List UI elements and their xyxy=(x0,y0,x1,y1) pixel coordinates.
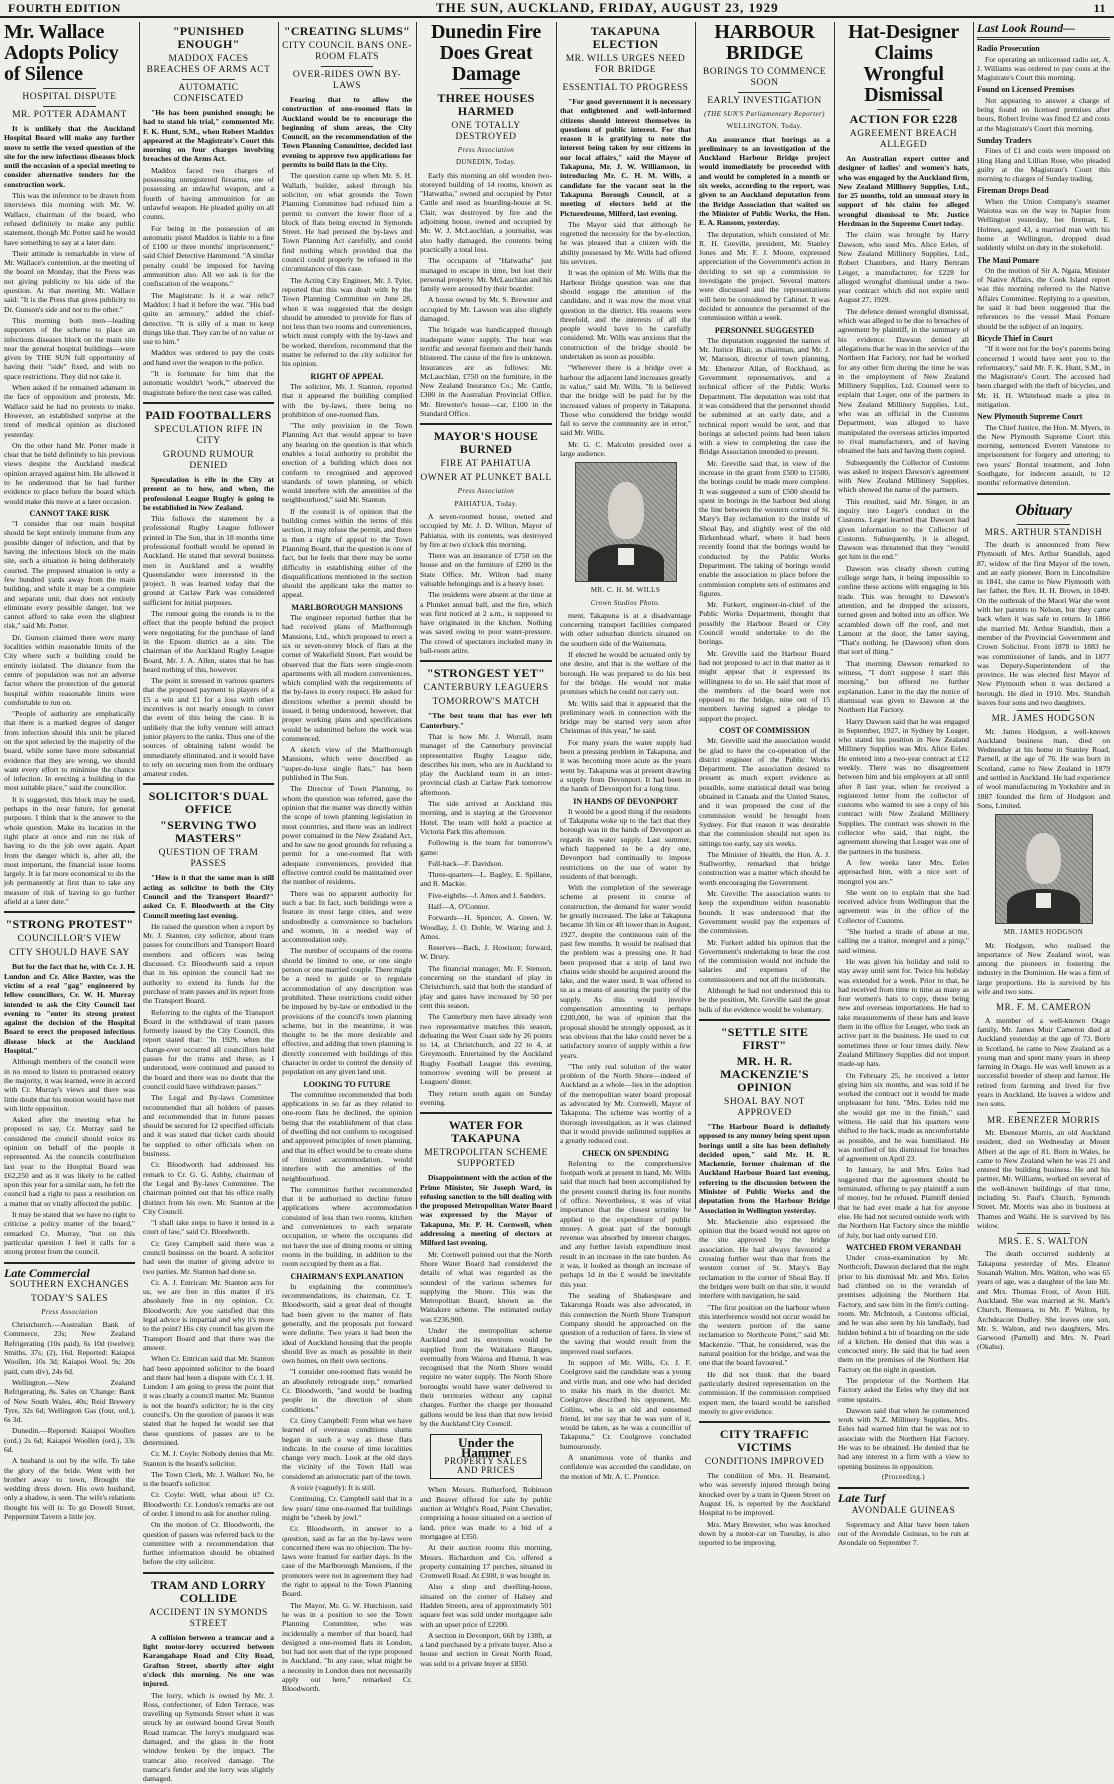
paragraph: For many years the water supply had been a pressing problem in Takapuna, and it was becoming more acute as the years went by. Takapuna was at present drawing a supply from Devonport. It had been in the hands of Devonport for a long time. xyxy=(560,737,691,794)
byline: Press Association xyxy=(457,487,515,496)
paragraph: Harry Dawson said that he was engaged in September, 1927, in Sydney by Leager, who stated his position in New Zealand Millinery Supplies was Mrs. Alice Eeles. He entered into a two-year contract at £12 weekly. There was no disagreement between him and his employers at all until after 8 last year, when he received a registered letter from the collector of customs who wanted to see a copy of his contract with New Zealand Millinery Supplies. The contract was shown to the collector who said, that night, the agreement showing that Leager was one of the partners in the business. xyxy=(838,716,969,856)
paragraph: A husband is out by the wife. To take the glory of the bride. Went with her brother away to town, Brought the wedding dress down. His own husband, only a shadow, is seen. The wife's relations thought his will is: To go Dowell Street, Peppermint Tavern a little joy. xyxy=(4,1456,135,1522)
obituary-name: MR. F. M. CAMERON xyxy=(996,1002,1091,1013)
dateline: DUNEDIN, Today. xyxy=(456,158,516,167)
paragraph: "I shall take steps to have it tested in a court of law," said Cr. Bloodworth. xyxy=(143,1218,274,1237)
article-deck: CITY SHOULD HAVE SAY xyxy=(9,948,130,959)
paragraph: The number of occupants of the rooms should be limited to one, or one single person or one married couple. There might be a need to guide or to regulate accommodation of any description was prohibited. These restrictions could either be imposed by by-law or embodied in the provisions of the council's town planning scheme, but in the meantime, it was thought to be the more desirable and effective, and adding that town planning is directly concerned with buildings of this character in order to control the density of population on any given land unit. xyxy=(282,946,412,1077)
news-item-text: Fines of £1 and costs were imposed on Hing Hang and Lillian Rose, who pleaded guilty at the Magistrate's Court this morning to charges of Sunday trading. xyxy=(977,146,1110,184)
article-deck: HOSPITAL DISPUTE xyxy=(22,92,117,102)
paragraph: The point is stressed in various quarters that the proposed payment to players of a £5 a win and £1 for a loss with other incentives is not nearly enough to cover the event of this being the case. It is unlikely that the lofty venture will attract junior players to the ranks. Thus one of the sources of obtaining talent would be immediately eliminated, and it would have to rely on securing men from the ordinary amateur codes. xyxy=(143,676,274,779)
paragraph: Dawson said that when he commenced work with N.Z. Millinery Supplies, Mrs. Eeles had warned him that he was not to associate with the Northern Hat Factory. He was to be obtained. He denied that he had any interest in a firm with a view to opening business in opposition. xyxy=(838,1405,969,1471)
photo-caption: MR. JAMES HODGSON xyxy=(1003,928,1084,937)
article-headline: "SERVING TWO MASTERS" xyxy=(160,818,257,846)
article-headline: WATER FOR TAKAPUNA xyxy=(448,1118,524,1146)
paragraph: In January, he and Mrs. Eeles had suggested that the agreement should be terminated, offering to pay plaintiff a sum of money, but he refused. Plaintiff denied that he had ever made a hat for anyone else. He had not secured outside work with the Northern Hat Factory since the middle of July, but had only earned £10. xyxy=(838,1165,969,1240)
paragraph: Dawson was clearly shown cutting college serge hats, it being impossible to confine these actions with engaging in his trade. This was brought to Dawson's attention, and he dropped the scissors, turned green and bolted into an office. We scrambled down off the roof, and met Lamont at the door, the latter saying, "That's nothing, he (Dawson) often does that sort of thing." xyxy=(838,563,969,657)
paragraph: Referring to the rights of the Transport Board in the withdrawal of tram passes formerly issued by the City Council, this report stated that: "In 1929, when the change-over occurred all councillors held passes for the trams and these, as I understood, were continued and passed to the board and there was no doubt that the council could have withdrawn passes." xyxy=(143,1007,274,1091)
paragraph: "I consider one-roomed flats would be an absolutely retrograde step," remarked Cr. Bloodworth, "and would be leading people in the direction of slum conditions." xyxy=(282,1367,412,1414)
article-headline: "CREATING SLUMS" xyxy=(283,24,411,38)
paragraph: With the completion of the sewerage scheme at present in course of construction, the demand for water would be greatly increased. The lake at Takapuna became 3ft 6in or 4ft lower than in August, 1927, despite the continuous rain of the past few months. It would be realised that the problem was a pressing one. It had been proposed that a strip of land two chains wide should be acquired around the lake, and the water used. It was offered to us as a means of assuring the purity of the supply. As this would involve compensation amounting to perhaps £200,000, he was of opinion that the proposal should be strongly opposed, as it was obvious that the lake could never be a satisfactory source of supply within a few years. xyxy=(560,883,691,1060)
page-number: 11 xyxy=(1093,0,1106,15)
article-deck: AUTOMATIC CONFISCATED xyxy=(173,83,244,104)
paragraph: The rumour going the rounds is to the effect that the people behind the project were negotiating for the purchase of land in the Epsom district as a site. The chairman of the Auckland Rugby League Board, Mr. J. A. Allen, states that he has heard nothing of this, however. xyxy=(143,609,274,674)
masthead xyxy=(0,0,1114,18)
paragraph: The committee further recommended that it be authorised to decline future applications where accommodation consisted of less than two rooms, kitchen and conveniences to each separate occupation, or where the occupants did not have the use of dining rooms or sitting rooms in the building, in addition to the room occupied by them as a flat. xyxy=(282,1184,412,1269)
paragraph: The financial manager, Mr. F. Stenson, concerning on the standard of play in Christchurch, said that both the standard of play and gates have increased by 50 per cent this season. xyxy=(420,963,552,1010)
dateline: PAHIATUA, Today. xyxy=(454,499,518,508)
article-deck: OWNER AT PLUNKET BALL xyxy=(420,473,552,484)
obituary-text: The death occurred suddenly at Takapuna yesterday of Mrs. Eleanor Susanah Walton. Mrs. Walton, who was 65 years of age, was a daughter of the late Mr. and Mrs. Thomas Frost, of Avon Hill, Auckland. She was married at St. Mark's Church, Remuera, to Mr. P. Walton, by Archdeacon Dudley. She leaves one son, Mr. S. Walton, and two daughters, Mrs. Garwood (Parnell) and Mrs. N. Pearl (Okahu). xyxy=(977,1249,1110,1352)
photo-credit: Crown Studios Photo. xyxy=(590,598,661,607)
paragraph: Wellington.—New Zealand Refrigerating, 8s. Sales on 'Change: Bank of New South Wales, 40s; Reid Brewery Tyre, 32s 6d; Wellington Gas (four, ord.), 6s 3d. xyxy=(4,1377,135,1425)
paragraph: Mr. Wills said that it appeared that the preliminary work in connection with the bridge may be started very soon after Christmas of this year," he said. xyxy=(560,698,691,736)
paragraph: Fearing that to allow the construction of one-roomed flats in Auckland would be to encourage the beginning of slum areas, the City Council, on the recommendation of the Town Planning Committee, decided last evening to approve two applications for permits to build flats in the City. xyxy=(282,95,412,170)
obituary-text: Mr. Hodgson, who realised the importance of New Zealand wool, was among the pioneers in fostering the industry in the Dominion. He was a firm of large proportions. He is survived by his wife and two sons. xyxy=(977,940,1110,997)
article-headline: MAYOR'S HOUSE BURNED xyxy=(433,429,539,457)
paragraph: It was the opinion of Mr. Wills that the Harbour Bridge question was one that should engage the attention of the candidate, and it was now the most vital question in the district. His reasons were threefold, and the interests of all the people would have to be carefully considered. Mr. Wills was anxious that the construction of the bridge should be undertaken as soon as possible. xyxy=(560,268,691,362)
paragraph: He was given his holiday and told to stay away until sent for. Twice his holiday was extended for a week. Prior to that, he had received from time to time as many as four women's hats to copy, these being new and overseas importations. He had to take measurements of these hats and leave them in the office for Leager, who took an active part in the business. He used to cut sometimes three or four times daily. New Zealand Millinery Supplies did not import made-up hats. xyxy=(838,956,969,1069)
paragraph: The Canterbury men have already won two representative matches this season, defeating the West Coast side by 26 points to 14, at Christchurch, and 22 to 4, at Greymouth. Entertained by the Auckland Rugby Football League this evening, tomorrow evening will be present at Leaguers' dinner. xyxy=(420,1012,552,1087)
paragraph: Under the metropolitan scheme Auckland and its environs would be supplied from the Waitakere Ranges, eventually from Wairoa and Hunua. It was recognised that the North Shore would require no water supply. The North Shore boroughs would have water delivered to their territories without any capital charges. Further the charge per thousand gallons would be less than that now levied by the Auckland City Council. xyxy=(420,1325,552,1428)
paragraph: "People of authority are emphatically that there is a marked degree of danger from infection should this unit be placed on the spot selected by the majority of the board, while some have more substantial evidence that they are wrong, we should want every effort to minimise the chance of infection. In erecting a building in the most suitable place," said the councillor. xyxy=(4,709,135,793)
column-2 xyxy=(139,22,278,1784)
paragraph: The claim was brought by Harry Dawson, who sued Mrs. Alice Eeles, of New Zealand Millinery Supplies, Ltd., Robert Chambers, and Harry Bertram Leiger, a manufacturer, for £228 for alleged wrongful dismissal under a two-year contract which did not expire until August 27, 1929. xyxy=(838,230,969,305)
article-deck: AVONDALE GUINEAS xyxy=(851,1505,956,1516)
paragraph: The Town Clerk, Mr. J. Walker: No, he is the board's solicitor. xyxy=(143,1469,274,1489)
paragraph: A few weeks later Mrs. Eeles approached him, with a nice sort of mongrel you are." xyxy=(838,857,969,886)
paragraph: A sketch view of the Marlborough Mansions, which were described as "super-de-luxe single flats," has been published in The Sun. xyxy=(282,745,412,783)
paragraph: There was no apparent authority for such a bar. In fact, such buildings were a feature in most large cities, and were undoubtedly a convenience to bachelors and women, in a needed way of accommodation only. xyxy=(282,888,412,945)
paragraph: She went on to explain that she had received advice from Wellington that the agreement was in the office of the Collector of Customs. xyxy=(838,887,969,925)
paragraph: The Minister of Health, the Hon. A. J. Stallworthy, remarked that bridge construction was a matter which should be worth encouraging the Government. xyxy=(699,849,830,887)
paragraph: "He has been punished enough; he had to stand his trial," commented Mr. F. K. Hunt, S.M., when Robert Maddox appeared at the Magistrate's Court this morning on four charges involving breaches of the Arms Act. xyxy=(143,108,274,164)
column-8 xyxy=(973,21,1114,1352)
paragraph: Mr. G. C. Malcolm presided over a large audience. xyxy=(560,439,691,458)
paragraph: Mr. Furkert added his opinion that the Government's undertaking to bear the cost of the commission would not include the salaries and expenses of the commissioners and not all the incidentals. xyxy=(699,937,830,984)
paragraph: This resulted, said Mr. Singer, in an inquiry into Leger's conduct in the Customs. Leger learned that Dawson had given information to the Collector of Customs. Subsequently, it is alleged, Dawson was threatened that they "would get him in the end." xyxy=(838,496,969,562)
section-title: Late Turf xyxy=(838,1491,886,1506)
paragraph: This morning both men—leading supporters of the scheme to place an infectious diseases block on the main site near the general hospital buildings—were given by THE SUN full opportunity of having their "side" fixed, and with no space restrictions. They did not take it. xyxy=(4,315,135,381)
paragraph: The question came up when Mr. S. H. Wallath, builder, asked through his solicitor, on what grounds the Town Planning Committee had refused him a permit to convert the lower floor of a block of flats being erected in Symonds Street. He had perused the by-laws and Town Planning Act carefully, and could find nothing which provided that the council could properly be refused in the circumstances of this case. xyxy=(282,171,412,274)
paragraph: The deputation suggested the names of Mr. Justice Blair, as chairman, and Mr. J. W. Marsson, director of town planning, Mr. Ebenezer Allan, of Rockhaud, as Government representatives, and a technical officer of the Public Works Department. The deputation was told that it was considered that the personnel should be submitted at an early date, and a technical report would be sent, and that borings at selected points had been taken with a view to completing the case the Bridge Association intended to present. xyxy=(699,335,830,457)
property-sales-box xyxy=(430,1434,542,1479)
paragraph: Reserves—Back, J. Howison; forward, W. Drury. xyxy=(420,943,552,962)
paragraph: Speculation is rife in the City at present as to how, and when, the professional League Rugby is going to be established in New Zealand. xyxy=(143,474,274,512)
column-5 xyxy=(556,22,695,1481)
paragraph: The Magistrate: Is it a war relic? Maddox: I had it before the war. "His bad quite an armoury," added the chief-detective. "It is silly of a man to keep things like that. They can be of no value or use to him." xyxy=(143,290,274,347)
news-item-heading: Radio Prosecution xyxy=(977,44,1040,54)
article-deck: EARLY INVESTIGATION xyxy=(707,96,822,106)
paragraph: The Mayor said that although he regretted the necessity for the by-election, he was pleased that a citizen with the ability possessed by Mr. Wills had offered his services. xyxy=(560,219,691,267)
paragraph: The Acting City Engineer, Mr. J. Tyler, reported that this was dealt with by the Town Planning Committee on June 28, when it was suggested that the design should be amended to provide for flats of not less than two rooms and conveniences, which must comply with the by-laws and be worked, therefore, recommend that the matter be referred to the city solicitor for his opinion. xyxy=(282,275,412,369)
paragraph: The condition of Mrs. H. Beamand, who was severely injured through being knocked over by a tram in Queen Street on August 16, is reported by the Auckland Hospital to be improved. xyxy=(699,1471,830,1518)
paragraph: Mrs. Mary Brewster, who was knocked down by a motor-car on Tuesday, is also reported to be improving. xyxy=(699,1519,830,1548)
paragraph: A collision between a tramcar and a light motor-lorry occurred between Karangahape Road and City Road, Grafton Street, shortly after eight o'clock this morning. No one was injured. xyxy=(143,1632,274,1689)
obituary-text: The death is announced from New Plymouth of Mrs. Arthur Standish, aged 87, widow of the first Mayor of the town, and an early pioneer. Born in Lincolnshire in 1841, she came to New Plymouth with her father, the Rev. H. H. Brown, in 1849. On the outbreak of the Maori War she went with her parents to Nelson, but they came back when it was safe to return. In 1866 she married Mr. Arthur Standish, then a member of the Provincial Government and Crown Solicitor. From 1878 to 1883 he was commissioner of lands, and in 1877 was Deputy-Superintendent of the province. He was elected first Mayor of New Plymouth when it was declared a borough. He died in 1910. Mrs. Standish leaves four sons and two daughters. xyxy=(977,539,1110,707)
paragraph: When asked if he remained adamant in the face of opposition and protests, Mr. Wallace said he had no protests to make. However, an established surprise at the trend of medical opinion as disclosed yesterday. xyxy=(4,383,135,439)
article-headline: "STRONG PROTEST" xyxy=(5,917,134,932)
box-subtitle: PROPERTY SALES AND PRICES xyxy=(444,1455,528,1476)
obituary-name: MR. JAMES HODGSON xyxy=(991,713,1096,724)
news-item-text: Not appearing to answer a charge of being found on licensed premises after hours, Robert Irvine was fined £2 and costs at the Magistrate's Court this morning. xyxy=(977,95,1110,133)
paragraph: Referring to the comprehensive footpath work at present in hand, Mr. Wills said that much had been accomplished by the present council during its four months of office. Nevertheless, it was of vital importance that the closest scrutiny be applied to the expenditure of public money. A great part of the borough revenue was absorbed by interest charges, and any further lavish expenditure must result in an increase in the rate burden. As it was, it looked as though an increase of perhaps 1d in the £ would be inevitable this year. xyxy=(560,1158,691,1289)
paragraph: Cr. Bloodworth, in answer to a question, said as far as the by-laws were concerned there was no objection. The by-laws were framed for earlier days. In the case of the Marlborough Mansions, if the promoters were not in agreement they had the right to appeal to the Town Planning Board. xyxy=(282,1524,412,1599)
article-deck: QUESTION OF TRAM PASSES xyxy=(158,848,259,870)
news-item-heading: Sunday Traders xyxy=(977,135,1032,145)
paragraph: Three-quarters—L. Bagley, E. Spillane, and R. Mackie. xyxy=(420,870,552,889)
subheading: CANNOT TAKE RISK xyxy=(29,508,110,518)
article-deck: ESSENTIAL TO PROGRESS xyxy=(562,83,689,93)
paragraph: Mr. Mackenzie also expressed the opinion that the board would not agree on the site approved by the bridge association. He had always favoured a crossing further west than that from the western corner of St. Mary's Bay reclamation to the corner of Shoal Bay. If the bridges were built on that site, it would interfere with navigation, he said. xyxy=(699,1216,830,1301)
paragraph: "The only real solution of the water problem of the North Shore—indeed of Auckland as a whole—lies in the adoption of the metropolitan water board proposal as advocated by Mr. Cornwell, Mayor of Takapuna. The scheme was worthy of a thorough investigation, as it was claimed that it would provide unlimited supplies at a greatly reduced cost. xyxy=(560,1061,691,1146)
paragraph: The Mayor, Mr. G. W. Hutchison, said he was in a position to see the Town Planning Committee, who was incidentally a member of that board, had designed a one-roomed flats in London, but had not seen that of the type proposed in Auckland. "In any case, what might be a necessity in London does not necessarily apply out here," remarked Cr. Bloodworth. xyxy=(282,1600,412,1694)
article-headline: HARBOUR BRIDGE xyxy=(714,21,815,64)
paragraph: When Messrs. Rutherford, Robinson and Beaver offered for sale by public auction at Wright's Road, Point Chevalier, comprising a house situated on a section of land, price was made to a bid of a mortgagee at £350. xyxy=(420,1485,552,1541)
news-item-heading: New Plymouth Supreme Court xyxy=(977,412,1083,422)
subheading: PERSONNEL SUGGESTED xyxy=(714,325,815,335)
paragraph: Dunedin.—Reported: Kaiapoi Woollen (ord.) 2s 6d; Kaiapoi Woollen (ord.), 33s 6d. xyxy=(4,1426,135,1454)
column-6 xyxy=(695,21,834,1548)
paragraph: There was an insurance of £750 on the house and on the furniture of £200 in the State Office. Mr. Wilton had many valuable belongings and is a heavy loser. xyxy=(420,551,552,588)
byline: (THE SUN'S Parliamentary Reporter) xyxy=(704,110,825,118)
paragraph: The sealing of Shakespeare and Takarunga Roads was also advocated, in this connection the North Shore Transport Company should be approached on the question of a reduction of fares. In view of the saving that would result from the improved road surfaces. xyxy=(560,1290,691,1356)
article-headline: TAKAPUNA ELECTION xyxy=(590,24,661,51)
paragraph: The side arrived at Auckland this morning, and is staying at the Grosvenor Hotel. The team will hold a practice at Victoria Park this afternoon. xyxy=(420,799,552,836)
subheading: IN HANDS OF DEVONPORT xyxy=(573,796,678,806)
paragraph: Mr. Greville said that, in view of the increase in the grant from £500 to £1500, the borings could be made more complete. It was suggested a sum of £500 should be spent in borings in the harbour bed along the line between the western corner of St. Mary's Bay reclamation to the inside of Shoal Bay, and slightly west of the old Birkenhead wharf, where it had been recently found that the borings would be conducted by the Public Works Department. The taking of borings would enable the association to place before the commission complete sets of estimates and figures. xyxy=(699,458,830,598)
article-deck: MR. WILLS URGES NEED FOR BRIDGE xyxy=(565,54,686,75)
article-headline: Hat-Designer Claims Wrongful Dismissal xyxy=(848,21,959,106)
article-headline: Dunedin Fire Does Great Damage xyxy=(431,21,541,85)
article-deck: MR. POTTER ADAMANT xyxy=(12,110,127,120)
article-headline: PAID FOOTBALLERS xyxy=(145,407,272,422)
news-item-heading: Bicycle Thief in Court xyxy=(977,333,1053,343)
paragraph: This follows the statement by a professional Rugby League follower printed in The Sun, that in 18 months time professional football would be opened in Auckland. He stated that several business men in Auckland and a wealthy Queenslander were interested in the project. It was learned today that the ground at Carlaw Park was considered sufficient for initial purposes. xyxy=(143,514,274,607)
paragraph: In support of Mr. Wills, Cr. J. F. Coolgrove said the candidate was a young and virile man, and one who had decided to make his mark in the district. Mr. Coolgrove described his opponent, Mr. Collins, who is an old and esteemed friend, let me say that he was sure of it, would be taken, as he was a councillor of Takapuna," Cr. Coolgrove concluded humourously. xyxy=(560,1358,691,1451)
paragraph: But for the fact that he, with Cr. J. H. Lundon and Cr. Alice Baxter, was the victim of a real "gag" engineered by fellow councillors, Cr. W. H. Murray intended to ask the City Council last evening to "enter its strong protest against the decision of the Hospital Board to erect the proposed infectious disease block at the Auckland Hospital." xyxy=(4,962,135,1056)
paragraph: ment, Takapuna is at a disadvantage concerning transport facilities compared with other suburban districts situated on the southern side of the Waitemata. xyxy=(560,610,691,648)
paragraph: A voice (vaguely): It is still. xyxy=(290,1483,376,1493)
section-title: Late Commercial xyxy=(4,1265,90,1280)
news-item-heading: The Maui Pomare xyxy=(977,255,1040,265)
paragraph: It would be a good thing if the residents of Takapuna woke up to the fact that they borough was in the hands of Devonport as regards its water supply. Last summer, which happened to be a dry one, Devonport had continually to impose restrictions on the use of water by residents of that borough. xyxy=(560,806,691,881)
column-1 xyxy=(0,21,139,1522)
byline: Press Association xyxy=(457,146,515,154)
article-deck: TOMORROW'S MATCH xyxy=(432,697,540,708)
article-deck: THREE HOUSES HARMED xyxy=(437,91,535,118)
paragraph: Early this morning an old wooden two-storeyed building of 14 rooms, known as "Hatwatha," owned and occupied by Peter Cattle and used as boarding-house at St. Clair, was destroyed by fire and the adjoining house, owned and occupied by Mr. W. J. McLauchlan, a journalist, was also badly damaged, the contents being practically a total loss. xyxy=(420,170,552,254)
edition-label: FOURTH EDITION xyxy=(8,0,121,15)
paragraph: A section in Devonport, 66ft by 138ft, at a land purchased by a private buyer. Also a house and section in Great North Road, was sold to a private buyer at £850. xyxy=(420,1630,552,1668)
paragraph: Mr. Greville said the association would be glad to have the co-operation of the district engineer of the Public Works Department. The association desired to present as much expert evidence as possible, some statistical detail was being obtained in Canada and the United States, and it was proposed the cost of the commission would be brought from Sydney. For that reason it was desirable that the commission should not open its sittings too early, say six weeks. xyxy=(699,736,830,848)
paragraph: It is suggested, this block may be used, perhaps in the near future, for general purposes. I think that is the answer to the whole question. Make its location in the right place at once and run no risk of having to do the job over again. Apart from the danger which is, after all, the most important, the financial issue looms largely. It is far more economical to do the job permanently at first than to take any measure of risk of having to go further afield at a later date." xyxy=(4,794,135,907)
paragraph: "The first position on the harbour where this interference would not occur would be the western portion of the same reclamation to Northcote Point," said Mr. Mackenzie. "That, he considered, was the natural position for the bridge, and was the one that the board favoured." xyxy=(699,1302,830,1368)
paragraph: Mr. Greville: The association wants to keep the expenditure within reasonable bounds. It was understood that the Government would pay the expenses of the commission. xyxy=(699,889,830,936)
paragraph: For being in the possession of an automatic pistol Maddox is liable to a fine of £100 or three months' imprisonment," said Chief Detective Hammond. "A similar penalty could be imposed for having ammunition also. All we ask is for the confiscation of the weapons." xyxy=(143,223,274,289)
article-deck: SOUTHERN EXCHANGES xyxy=(9,1279,130,1290)
article-deck: GROUND RUMOUR DENIED xyxy=(162,449,255,471)
obituary-text: Mr. Ebenezer Morris, an old Auckland resident, died on Wednesday at Mount Albert at the age of 81. Born in Wales, he came to New Zealand when he was 21 and entered the building business. He and his partner, Mr. Williams, worked on several of the well-known buildings of that time, including St. Paul's Church, Symonds Street. Mr. Morris was also in business at Thames and Waihi. He is survived by his widow. xyxy=(977,1127,1110,1230)
news-item-text: For operating an unlicensed radio set, A. J. Williams was ordered to pay costs at the Magistrate's Court this morning. xyxy=(977,54,1110,83)
column-4 xyxy=(416,21,556,1668)
paragraph: Cr. Grey Campbell said there was a council business on the board. A solicitor had seen the matter of giving advice to two parties. Mr. Stanton had done so. xyxy=(143,1238,274,1276)
byline: Press Association xyxy=(41,1307,98,1316)
paragraph: Their attitude is remarkable in view of Mr. Wallace's contention, at the meeting of the board on Monday, that the Press was not giving publicity to his side of the question. At that meeting Mr. Wallace said: "It is the Press that gives publicity to Dr. Gunson's side and not to the other." xyxy=(4,248,135,314)
paragraph: Cr. Coyle: Well, what about it? Cr. Bloodworth: Cr. London's remarks are out of order. I intend to ask for another ruling. xyxy=(143,1490,274,1518)
paragraph: "She hurled a tirade of abuse at me, calling me a traitor, mongrel and a pimp," said witness. xyxy=(838,927,969,955)
paragraph: That morning Dawson remarked to witness, "I don't suppose I start this morning," but offered no further explanation. Later in the day the notice of dismissal was given to Dawson at the Northern Hat Factory. xyxy=(838,658,969,715)
paragraph: "How is it that the same man is still acting as solicitor to both the City Council and the Transport Board?" asked Cr. F. Bloodworth at the City Council meeting last evening. xyxy=(143,873,274,920)
obituary-name: MRS. ARTHUR STANDISH xyxy=(984,526,1103,537)
subheading: WATCHED FROM VERANDAH xyxy=(845,1242,962,1252)
photo-caption: MR. C. H. M. WILLS xyxy=(590,586,661,595)
subheading: COST OF COMMISSION xyxy=(719,726,810,735)
dateline: WELLINGTON, Today. xyxy=(726,122,803,131)
paragraph: The residents were absent at the time at a Plunket annual ball, and the fire, which was first noticed at 2 a.m., is supposed to have originated in the kitchen. Nothing was saved owing to poor water-pressure. The crowd of spectators included many in ball-room attire. xyxy=(420,590,552,656)
paragraph: The brigade was handicapped through inadequate water supply. The heat was terrific and several firemen and their hands blistered. The cause of the fire is unknown. Insurances are as follows: Mr. McLauchlan, £750 on the furniture, in the New Zealand Insurance Co.; Mr. Cattle, £300 in the Australian Provincial Office. Mr. Brewster's house—car, £100 in the Standard Office. xyxy=(420,325,552,419)
paragraph: The committee recommended that both applications in so far as they related to one-room flats be declined, the opinion being that the establishment of that class of dwelling did not conform to recognised and approved principles of town planning, and that its effect would be to create slums of limited accommodation, would interfere with the amenities of the neighbourhood. xyxy=(282,1089,412,1183)
obituary-name: MR. EBENEZER MORRIS xyxy=(987,1114,1100,1125)
article-headline: CITY TRAFFIC VICTIMS xyxy=(719,1427,810,1455)
paragraph: Mr. Greville said the Harbour Board had not proposed to act in that matter as it might appear that it expressed its willingness to do so. He said that most of the members of the board were not opposed to the bridge, nine out of 15 members having signed a pledge to support the project. xyxy=(699,648,830,723)
paragraph: On the other hand Mr. Potter made it clear that he held definitely to his previous views despite the Auckland medical opinion arrayed against him. He allowed it to be understood that he had further evidence to place before the board which would make this move at a later occasion. xyxy=(4,440,135,506)
paragraph: Mr. Cornwell pointed out that the North Shore Water Board had considered the details of what was regarded as the soundest of the various schemes for supplying the Shore. This was the Metropolitan Board, known as the Waitakere scheme. The estimated outlay was £236,900. xyxy=(420,1249,552,1324)
paragraph: Also a shop and dwelling-house, situated on the corner of Halsey and Hadden Streets, area of approximately 501 square feet was sold under mortgagee sale with an upset price of £2200. xyxy=(420,1582,552,1629)
paragraph: Maddox was ordered to pay the costs and hand over the weapon to the police. xyxy=(143,348,274,367)
paragraph: The deputation, which consisted of Mr. R. H. Greville, president, Mr. Stanley Jones and Mr. F. J. Moore, expressed appreciation of the Government's action in deciding to set up a commission to investigate the project. Several matters were discussed and the representations will here be considered by Cabinet. It was decided to announce the personnel of the commission within a week. xyxy=(699,229,830,323)
obituary-title: Obituary xyxy=(1015,501,1072,519)
article-deck: ACCIDENT IN SYMONDS STREET xyxy=(149,1607,268,1629)
paragraph: "I consider that our main hospital should be kept entirely immune from any possible danger of infection, and that by having the infectious block on the main site, such a situation is being deliberately courted. The proposed situation is only a few hundred yards away from the main building, and while it may be a complete and separate unit, that does not entirely eliminate every possible danger, but we cannot afford to take even the slightest risk," said Mr. Potter. xyxy=(4,519,135,631)
column-7 xyxy=(834,21,973,1548)
paragraph: "The Harbour Board is definitely opposed to any money being spent upon borings until a site has been definitely decided upon," said Mr. H. R. Mackenzie, former chairman of the Auckland Harbour Board last evening, referring to the discussion between the Minister of Public Works and the deputation from the Harbour Bridge Association in Wellington yesterday. xyxy=(699,1121,830,1215)
article-headline: MR. H. R. MACKENZIE'S OPINION xyxy=(720,1053,809,1094)
paragraph: They return south again on Sunday evening. xyxy=(420,1088,552,1107)
paragraph: If the council is of opinion that the building comes within the terms of this section, it may refuse the permit, and there is then a right of appeal to the Town Planning Board, that the question is one of fact, but he feels that there may be some difficulty in establishing either of the disqualifications mentioned in the section should the applicant take the matter to appeal. xyxy=(282,506,412,600)
column-3 xyxy=(278,22,416,1694)
box-title: Under the Hammer xyxy=(458,1435,514,1460)
paragraph: Dr. Gunson claimed there were many localities within reasonable limits of the City where such a building could be entirely isolated. The distance from the centre of population was not an adverse factor where the protection of the general hospital within reasonable limits were comfortable to run on. xyxy=(4,632,135,707)
article-headline: "STRONGEST YET" xyxy=(426,666,546,681)
paragraph: In explaining the committee's recommendations, its chairman, Cr. T. Bloodworth, said a great deal of thought had been given to the matter of flats generally, and the proposals put forward were definite. Two years it had been the ideal of Auckland housing that the people should live as much as possible in their own homes, on their own sections. xyxy=(282,1281,412,1366)
subheading: MARLBOROUGH MANSIONS xyxy=(291,602,403,612)
paragraph: Cr. Bloodworth had addressed his remark to Cr. G. G. Ashby, chairman of the Legal and By-laws Committee. The chairman pointed out that his office really distinct from his own. Mr. Stanton at the City Council. xyxy=(143,1160,274,1216)
paragraph: Five-eighths—J. Amos and J. Sanders. xyxy=(428,890,546,900)
obituary-text: A member of a well-known Otago family, Mr. James Muir Cameron died at Auckland yesterday at the age of 73. Born in Scotland, he came to New Zealand as a young man and spent many years in sheep farming in Otago. He was well known as a successful breeder of sheep and farmer. He retired from farming and lived for five years in Auckland. He leaves a widow and two sons. xyxy=(977,1015,1110,1109)
paragraph: The lorry, which is owned by Mr. J. Ross, confectioner, of Eden Terrace, was travelling up Symonds Street when it was struck by an outward bound Great South Road tramcar. The lorry's mudguard was damaged, and the glass in the front window broken by the impact. The tramcar also received damage. The tramcar's fender and the lorry was slightly damaged. xyxy=(143,1690,274,1784)
article-headline: Mr. Wallace Adopts Policy of Silence xyxy=(4,21,119,85)
paragraph: Half—A. O'Connor. xyxy=(428,902,490,911)
news-item-text: On the motion of Sir A. Ngata, Minister of Native Affairs, the Cook Island report was this morning referred to the Native Affairs Committee. Replying to a question, he said it had been suggested that the references to the vessel Maui Pomare should be the subject of an inquiry. xyxy=(977,265,1110,331)
paragraph: Although members of the council were in no mood to listen to protracted oratory the majority, it was learned, were in accord with Cr. Murray's views and there was little doubt that his motion would have met with little opposition. xyxy=(4,1057,135,1113)
article-deck: ONE TOTALLY DESTROYED xyxy=(451,121,521,142)
paragraph: The occupants of "Hatwatha" just managed to escape in time, but lost their personal property. Mr. McLauchlan and his family were aroused by their boarder. xyxy=(420,256,552,294)
news-item-text: The Chief Justice, the Hon. M. Myers, in the New Plymouth Supreme Court this morning, sentenced Everett Vanstone to imprisonment for forgery and uttering; to two years' Borstal treatment, and John Southgate, for indecent assault, to 12 months' reformative detention. xyxy=(977,422,1110,488)
paragraph: It is unlikely that the Auckland Hospital Board will make any further move to settle the vexed question of the site for the new infectious diseases block until the occasion of a special meeting to consider alternative tenders for the construction work. xyxy=(4,124,135,189)
paragraph: Full-back—F. Davidson. xyxy=(428,858,504,868)
paragraph: Although he had not understood this to be the position, Mr. Greville said the great bulk of the evidence would be voluntary. xyxy=(699,986,830,1014)
paragraph: "The only provision in the Town Planning Act that would appear to have any bearing on the question is that which enables a local authority to prohibit the erection of a building which does not conform to recognised and approved standards of town planning, or which would interfere with the amenities of the neighbourhood," said Mr. Stanton. xyxy=(282,421,412,505)
article-headline: "PUNISHED ENOUGH" xyxy=(172,24,245,51)
paragraph: "For good government it is necessary that enlightened and well-informed citizens should interest themselves in questions of public interest. For that reason it is gratifying to note the interest being taken by our citizens in our local affairs," said the Mayor of Takapuna, Mr. J. W. Williamson, in introducing Mr. C. H. M. Wills, a candidate for the vacant seat in the Takapuna Borough Council, at a meeting of electors held at the Picturedrome, Milford, last evening. xyxy=(560,97,691,218)
paragraph: An assurance that borings as a preliminary to an investigation of the Auckland Harbour Bridge project would immediately be proceeded with and would be completed in a month or six weeks, according to the report, was given to an Auckland deputation from the Bridge Association that waited on the Minister of Public Works, the Hon. E. A. Ransom, yesterday. xyxy=(699,134,830,228)
paragraph: Supremacy and Altar have been taken out of the Avondale Guineas, to be run at Avondale on September 7. xyxy=(838,1519,969,1548)
portrait-photo xyxy=(995,814,1093,924)
news-item-heading: Fireman Drops Dead xyxy=(977,186,1049,196)
paragraph: Maddox faced two charges of possessing unregistered firearms, one of possessing an unlawful weapon, and a fourth of having ammunition for an unlawful weapon. He pleaded guilty on all counts. xyxy=(143,165,274,222)
article-deck: FIRE AT PAHIATUA xyxy=(440,459,532,470)
paragraph: The proprietor of the Northern Hat Factory asked the Eeles why they did not come upstairs. xyxy=(838,1376,969,1404)
subheading: LOOKING TO FUTURE xyxy=(303,1079,391,1089)
paragraph: It may be stated that we have no right to criticise a policy matter of the board," remarked Cr. Murray, "but on this particular question I feel it calls for a strong protest from the council. xyxy=(4,1210,135,1257)
subheading: RIGHT OF APPEAL xyxy=(310,371,384,381)
paragraph: "The best team that has ever left Canterbury." xyxy=(420,711,552,730)
paragraph: Under cross-examination by Mr. Northcroft, Dawson declared that the night prior to his dismissal Mr. and Mrs. Eeles had climbed on to the verandah of premises adjoining the Northern Hat Factory, and saw him in the firm's cutting-room. Mr. McIntosh, a Customs official, and he was also seen by his landlady, had hidden behind a bit of boarding on the side of a kitchen. He denied that this was a concocted story. He said that he had seen them on the premises of the Northern Hat Factory on the night in question. xyxy=(838,1253,969,1374)
paragraph: "Wherever there is a bridge over a harbour the adjacent land increases greatly in value," said Mr. Wills. "It is believed that the bridge will be paid for by the increased values of property in Takapuna. Those who considered the bridge would fail to serve the community are in error," said Mr. Wills. xyxy=(560,363,691,438)
paragraph: A seven-roomed house, owned and occupied by Mr. J. D. Wilton, Mayor of Pahiatua, with its contents, was destroyed by fire at two o'clock this morning. xyxy=(420,511,552,549)
article-deck: CITY COUNCIL BANS ONE-ROOM FLATS xyxy=(282,41,412,62)
article-deck: BORINGS TO COMMENCE SOON xyxy=(702,67,827,88)
article-deck: CANTERBURY LEAGUERS xyxy=(423,683,549,694)
paragraph: Cr. A. J. Entrican: Mr. Stanton acts for us, we are free in this matter if it's absolutely free in my opinion. Cr. Bloodworth: Are you satisfied that this legal advice is impartial and why it's more to the point? His city council has given the Transport Board and that there was the answer. xyxy=(143,1277,274,1352)
paragraph: At their auction rooms this morning, Messrs. Richardson and Co. offered a property containing 17 perches, situated in Cromwell Road. At £300, it was bought in. xyxy=(420,1543,552,1581)
paragraph: When Cr. Entrican said that Mr. Stanton had been appointed solicitor to the board and there had been a dispute with Cr. J. H. Lundon: I am going to press the point that it was clearly a council matter. Mr. Stanton is not the board's solicitor; he is the city council's. On the question of passes it was stated that he hoped he would see that these questions of passes are to be determined. xyxy=(143,1354,274,1447)
news-item-text: "If it were not for the boy's parents being concerned I would have sent you to the reformatory," said Mr. F. K. Hunt, S.M., in the Magistrate's Court. The accused had been charged with the theft of bicycles, and Mr. H. H. Whitehead made a plea in mitigation. xyxy=(977,344,1110,409)
paragraph: Forwards—H. Spencer, A. Green, W. Woodlay, J. O. Doble, W. Waring and J. Amos. xyxy=(420,913,552,941)
paragraph: On February 25, he received a letter giving him six months, and was told if he worked the contract out it would be made unpleasant for him. "Mrs. Eeles told me she would get me in the finish," said witness. He said that his quarters were shifted to the back, made as uncomfortable as possible, and he was humiliated. He was notified of his dismissal for breaches of agreement on April 23. xyxy=(838,1070,969,1164)
paragraph: Disappointment with the action of the Prime Minister, Sir Joseph Ward, in refusing sanction to the bill dealing with the proposed Metropolitan Water Board was expressed by the Mayor of Takapuna, Mr. P. H. Cornwell, when addressing a meeting of electors at Milford last evening. xyxy=(420,1173,552,1248)
article-headline: TRAM AND LORRY COLLIDE xyxy=(150,1577,267,1605)
obituary-text: Mr. James Hodgson, a well-known Auckland business man, died on Wednesday at his home in Stanley Road, Parnell, at the age of 76. He was born in Scotland, came to New Zealand in 1879 and settled in Auckland. He had experience of wool manufacturing in Yorkshire and in 1887 founded the firm of Hodgson and Sons, Limited. xyxy=(977,726,1110,810)
article-deck: AGREEMENT BREACH ALLEGED xyxy=(849,129,958,150)
article-headline: SOLICITOR'S DUAL OFFICE xyxy=(148,789,269,817)
newspaper-title: THE SUN, AUCKLAND, FRIDAY, AUGUST 23, 1929 xyxy=(435,0,779,15)
article-headline: "SETTLE SITE FIRST" xyxy=(720,1024,809,1052)
article-deck: CONDITIONS IMPROVED xyxy=(704,1457,825,1468)
subheading: CHECK ON SPENDING xyxy=(582,1148,669,1158)
paragraph: If elected he would be actuated only by one desire, and that is the welfare of the borough. He was prepared to do his best for the bridge. He would not make promises which he could not carry out. xyxy=(560,650,691,697)
paragraph: Cr. Grey Campbell: From what we have learned of overseas conditions slums began in such a way as these flats indicate. In the course of time localities change very much. Look at the old days the vicinity of the Town Hall was considered an aristocratic part of the town. xyxy=(282,1415,412,1481)
section-title: Last Look Round— xyxy=(977,21,1076,35)
paragraph: "It is fortunate for him that the automatic wouldn't 'work,'" observed the magistrate before the next case was called. xyxy=(143,369,274,397)
article-deck: OVER-RIDES OWN BY-LAWS xyxy=(292,70,402,91)
continued-note: (Proceeding.) xyxy=(881,1472,926,1481)
paragraph: Cr. M. J. Coyle: Nobody denies that Mr. Stanton is the board's solicitor. xyxy=(143,1449,274,1468)
paragraph: Asked after the meeting what he proposed to say, Cr. Murray said he considered the council should voice its opinion on behalf of the people it represented. As the councils contribution last year to the Hospital Board was £62,250 and as it was likely to be called upon this year for a similar sum, he felt the council had a right to pass a resolution on a matter that so vitally affected the public. xyxy=(4,1115,135,1208)
paragraph: An Australian expert cutter and designer of ladies' and women's hats, who was engaged by the Auckland firm, New Zealand Millinery Supplies, Ltd., for 25 months, told an unusual story in support of his claim for alleged wrongful dismissal to Mr. Justice Herdman in the Supreme Court today. xyxy=(838,154,969,229)
portrait-photo xyxy=(575,462,677,582)
article-deck: MADDOX FACES BREACHES OF ARMS ACT xyxy=(146,54,271,75)
paragraph: Mr. Furkert, engineer-in-chief of the Public Works Department, thought that possibly the Harbour Board or City Council would undertake to do the borings. xyxy=(699,600,830,647)
article-deck: ACTION FOR £228 xyxy=(849,112,958,126)
paragraph: He raised the question when a report by Mr. J. Stanton, city solicitor, about tram passes for councillors and Transport Board members and officers was being discussed. Cr. Bloodworth said a report that in his opinion the council had no authority to extend its funds for the purchase of tram passes and its report from the Transport Board. xyxy=(143,921,274,1006)
paragraph: Christchurch.—Australian Bank of Commerce, 23s; New Zealand Refrigerating (10s paid), 6s 10d (twelve); Smiths, 37s; (2), 16d. Reported: Kaiapoi Woollen, 10s 3d; Kaiapoi Wool. 9s; 20s paid, cum div), 24s 6d. xyxy=(4,1320,135,1376)
paragraph: The solicitor, Mr. J. Stanton, reported that it appeared the building complied with the by-laws, there being no prohibition of one-roomed flats. xyxy=(282,381,412,419)
article-deck: COUNCILLOR'S VIEW xyxy=(17,934,122,945)
article-deck: SHOAL BAY NOT APPROVED xyxy=(724,1096,805,1118)
obituary-name: MRS. E. S. WALTON xyxy=(998,1236,1089,1247)
paragraph: The Legal and By-laws Committee recommended that all holders of passes and recommended that in future passes should be secured for 12 specified officials and it was stated that ticket cards should be supplied to other officials when on business. xyxy=(143,1093,274,1159)
paragraph: Following is the team for tomorrow's game: xyxy=(420,838,552,857)
news-item-heading: Found on Licensed Premises xyxy=(977,85,1075,95)
article-deck: TODAY'S SALES xyxy=(30,1293,109,1304)
subheading: CHAIRMAN'S EXPLANATION xyxy=(290,1271,404,1281)
article-deck: METROPOLITAN SCHEME SUPPORTED xyxy=(424,1148,548,1170)
paragraph: On the motion of Cr. Bloodworth, the question of passes was referred back to the committee with a recommendation that further information should be obtained before the city solicitor. xyxy=(143,1520,274,1567)
news-item-text: When the Union Company's steamer Waiotea was on the way to Napier from Wellington yesterday, her fireman, E. Holmes, aged 43, a married man with his home at Wellington, dropped dead suddenly whilst on duty in the stokehold. xyxy=(977,196,1110,253)
paragraph: Continuing, Cr. Campbell said that in a few years' time one-roomed flat buildings might be "cheek by jowl." xyxy=(282,1494,412,1522)
paragraph: The defence denied wrongful dismissal, which was alleged to be due to breaches of agreement by plaintiff, in the summary of his evidence. Dawson denied all allegations that he was in the service of the Northern Hat Factory, nor had he worked for any other firm during the time he was in the employment of New Zealand Millinery Supplies, Ltd. Counsel were to explain that Leger, one of the partners in New Zealand Millinery Supplies, Ltd., who was an official in the Customs Department, was alleged to have manipulated the overseas articles imported to rival manufacturers, and of having obtained the hats and having them copied. xyxy=(838,306,969,456)
paragraph: He did not think that the board particularly desired representation on the commission. If the commission comprised expert men, the board would be satisfied merely to give evidence. xyxy=(699,1369,830,1416)
paragraph: That is how Mr. J. Worrall, team manager of the Canterbury provincial representative Rugby League side, describes his men, who are in Auckland to play the Auckland team in an inter-provincial clash at Carlaw Park tomorrow afternoon. xyxy=(420,731,552,797)
paragraph: A unanimous vote of thanks and confidence was accorded the candidate, on the motion of Mr. A. C. Prentice. xyxy=(560,1453,691,1481)
paragraph: A house owned by Mr. S. Brewster and occupied by Mr. Lawson was also slightly damaged. xyxy=(420,295,552,324)
paragraph: The Director of Town Planning, to whom the question was referred, gave the opinion that the matter was directly within the scope of town planning legislation in most countries, and there was an indirect power contained in the New Zealand Act, and he saw no good grounds for refusing a permit for a one-roomed flat with adequate conveniences, provided that effective control could be maintained over the number of residents. xyxy=(282,784,412,887)
paragraph: This was the inference to be drawn from interviews this morning with Mr. W. Wallace, chairman of the board, who refused definitely to make any public statement, though Mr. Potter said he would have something to say at a later date. xyxy=(4,191,135,247)
paragraph: Subsequently the Collector of Customs was asked to inspect Dawson's agreement with New Zealand Millinery Supplies, which showed the name of the partners. xyxy=(838,457,969,495)
paragraph: The engineer reported further that he had received plans of Marlborough Mansions, Ltd., which proposed to erect a six or seven-storey block of flats at the corner of Wakefield Street. Part would be observed that the flats were single-room apartments with all modern conveniences, which complied with the requirements of the by-laws in every respect. He asked for directions whether a permit should be issued, it being understood, however, that proper working plans and specifications would be submitted before the work was commenced. xyxy=(282,613,412,743)
article-deck: SPECULATION RIFE IN CITY xyxy=(154,424,263,446)
